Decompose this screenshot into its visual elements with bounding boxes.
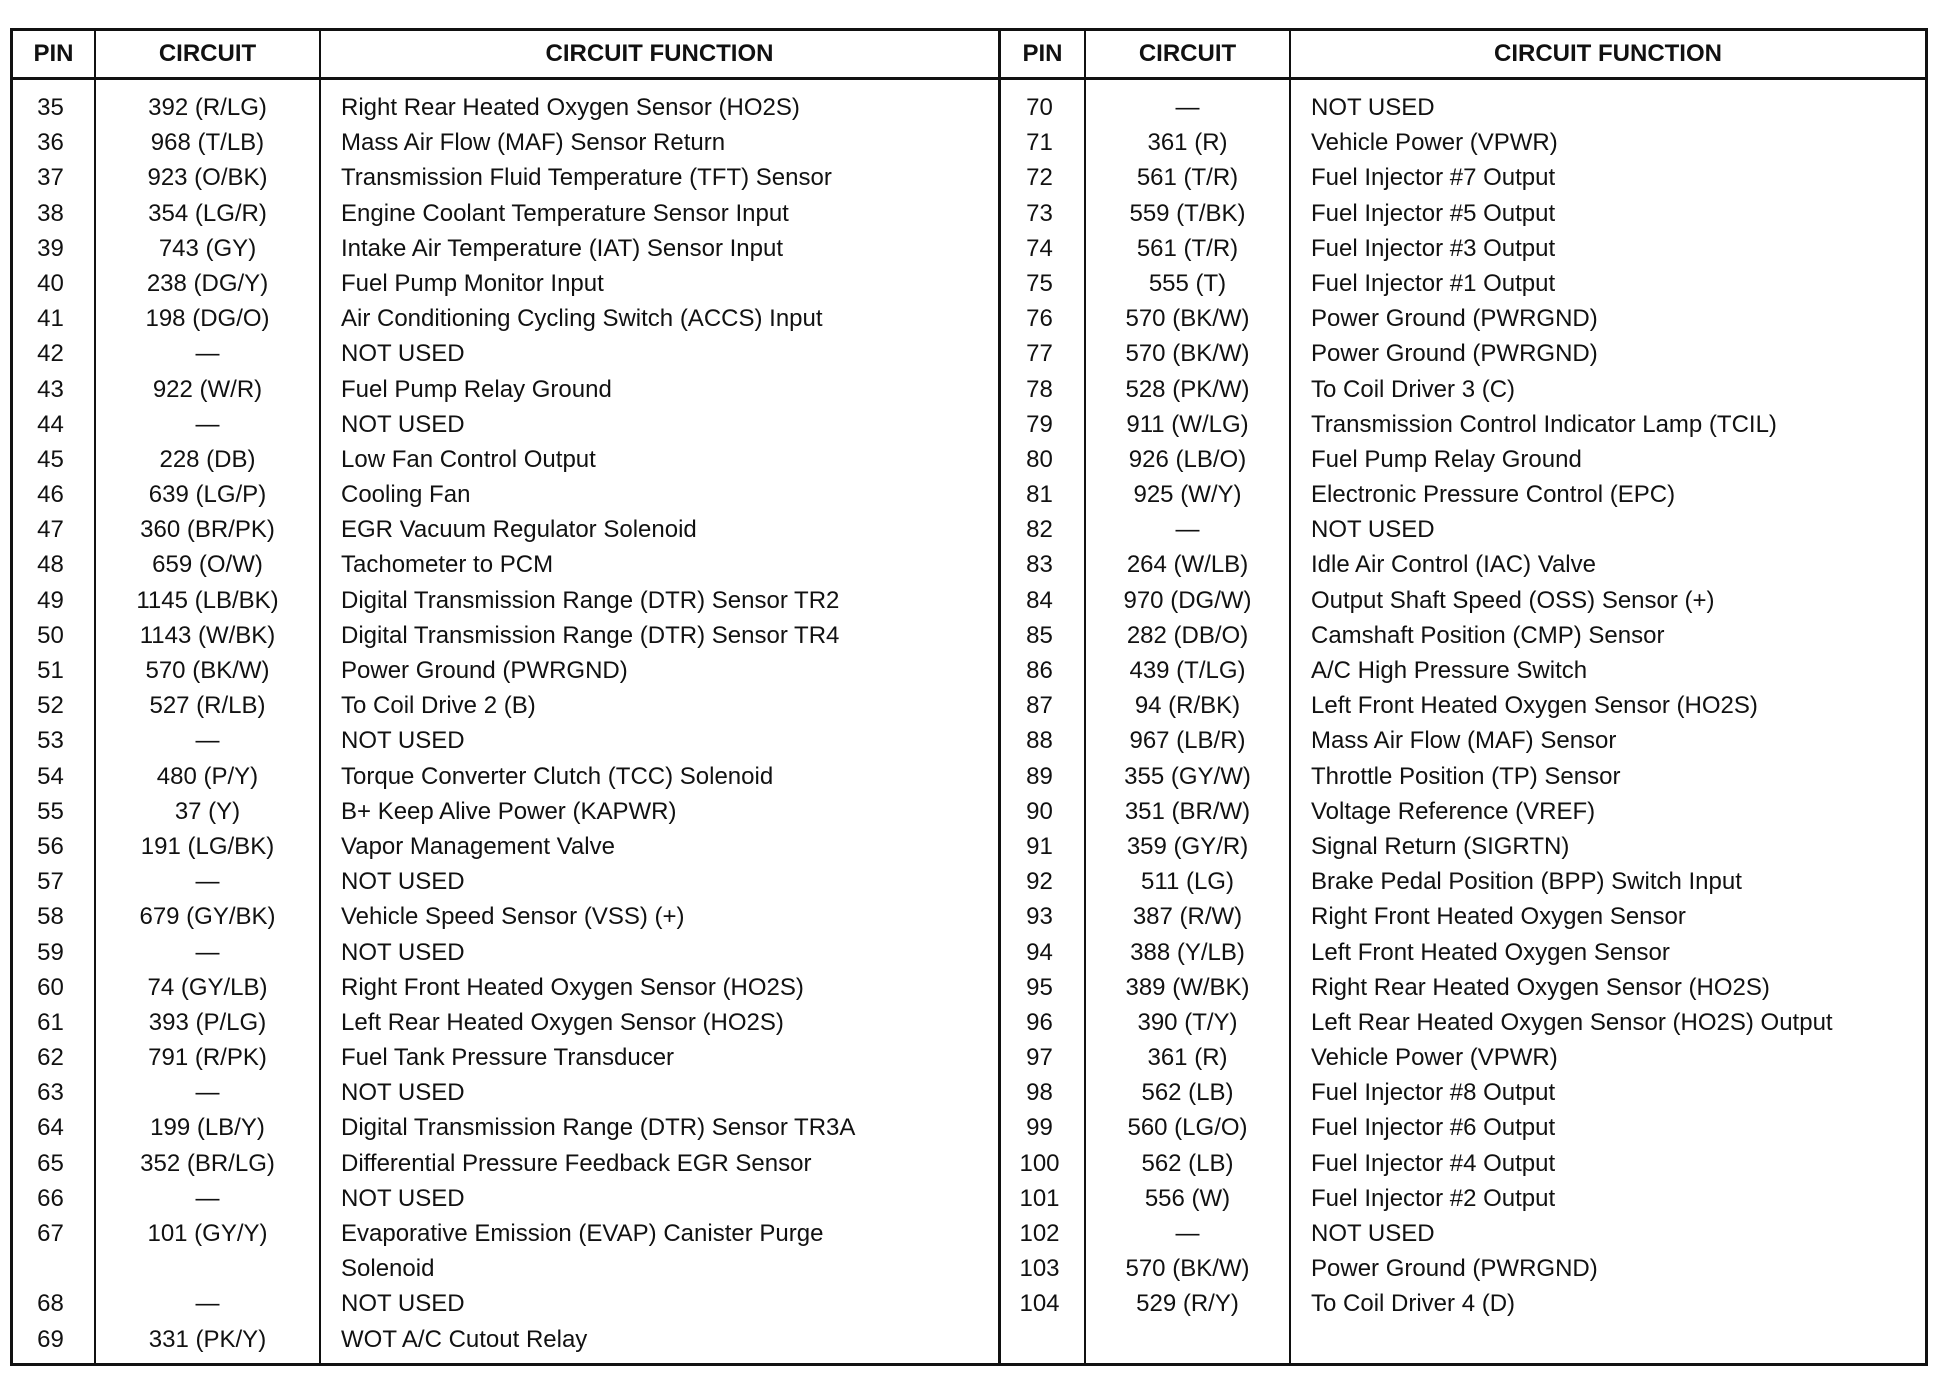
function-cell	[321, 301, 998, 336]
function-cell	[321, 794, 998, 829]
circuit-cell: 352 (BR/LG)	[140, 1149, 275, 1177]
function-cell	[1291, 829, 1925, 864]
function-text: NOT USED	[341, 410, 465, 438]
pin-cell: 53	[37, 727, 64, 755]
circuit-cell: —	[195, 1184, 220, 1212]
function-text: Voltage Reference (VREF)	[1311, 797, 1596, 825]
circuit-cell: 238 (DG/Y)	[146, 269, 269, 297]
function-text: Air Conditioning Cycling Switch (ACCS) Input	[341, 305, 823, 333]
pin-cell: 78	[1026, 375, 1053, 403]
circuit-cell: 198 (DG/O)	[145, 305, 270, 333]
pin-cell: 96	[1026, 1008, 1053, 1036]
function-cell	[321, 1040, 998, 1075]
pin-cell: 79	[1026, 410, 1053, 438]
function-cell	[1291, 231, 1925, 266]
function-text: NOT USED	[341, 938, 465, 966]
pin-cell: 42	[37, 340, 64, 368]
function-column-left	[321, 80, 998, 1363]
pin-cell: 73	[1026, 199, 1053, 227]
function-text: NOT USED	[1311, 516, 1435, 544]
circuit-cell: 480 (P/Y)	[156, 762, 259, 790]
function-text: Digital Transmission Range (DTR) Sensor TR2	[341, 586, 840, 614]
function-cell	[1291, 301, 1925, 336]
circuit-cell: 925 (W/Y)	[1133, 481, 1242, 509]
function-cell	[1291, 759, 1925, 794]
function-text: Idle Air Control (IAC) Valve	[1311, 551, 1596, 579]
circuit-cell: 562 (LB)	[1141, 1149, 1234, 1177]
function-cell	[321, 864, 998, 899]
function-text: NOT USED	[341, 868, 465, 896]
pin-cell: 99	[1026, 1114, 1053, 1142]
circuit-cell: 264 (W/LB)	[1126, 551, 1249, 579]
circuit-cell: 228 (DB)	[159, 445, 256, 473]
function-cell	[1291, 372, 1925, 407]
pin-cell: 85	[1026, 621, 1053, 649]
function-text: Mass Air Flow (MAF) Sensor Return	[341, 129, 726, 157]
function-text: NOT USED	[341, 727, 465, 755]
pin-cell: 40	[37, 269, 64, 297]
circuit-cell: 389 (W/BK)	[1125, 973, 1250, 1001]
pin-cell: 62	[37, 1044, 64, 1072]
circuit-cell: 94 (R/BK)	[1134, 692, 1241, 720]
function-cell	[1291, 1040, 1925, 1075]
pin-cell: 49	[37, 586, 64, 614]
function-text: Fuel Injector #2 Output	[1311, 1184, 1556, 1212]
pin-cell: 88	[1026, 727, 1053, 755]
pin-cell: 81	[1026, 481, 1053, 509]
function-text: Evaporative Emission (EVAP) Canister Purge	[341, 1220, 824, 1247]
function-cell	[1291, 1146, 1925, 1181]
circuit-column-right	[1086, 80, 1291, 1363]
function-cell	[321, 723, 998, 758]
pin-cell: 61	[37, 1008, 64, 1036]
function-text: Differential Pressure Feedback EGR Sensor	[341, 1149, 812, 1177]
function-text: Vehicle Speed Sensor (VSS) (+)	[341, 903, 685, 931]
function-text: Left Front Heated Oxygen Sensor (HO2S)	[1311, 692, 1758, 720]
function-text: Vehicle Power (VPWR)	[1311, 1044, 1558, 1072]
function-cell	[1291, 899, 1925, 934]
function-text: NOT USED	[341, 1184, 465, 1212]
pin-cell: 77	[1026, 340, 1053, 368]
pin-cell: 60	[37, 973, 64, 1001]
function-cell	[321, 1075, 998, 1110]
circuit-cell: 659 (O/W)	[152, 551, 263, 579]
function-text: Fuel Injector #5 Output	[1311, 199, 1556, 227]
function-cell	[1291, 1251, 1925, 1286]
function-cell	[321, 125, 998, 160]
function-text: WOT A/C Cutout Relay	[341, 1325, 588, 1353]
function-text: NOT USED	[341, 1290, 465, 1318]
function-text: To Coil Driver 4 (D)	[1311, 1290, 1516, 1318]
pin-cell: 100	[1019, 1149, 1060, 1177]
function-cell	[321, 829, 998, 864]
circuit-cell: 1145 (LB/BK)	[136, 586, 279, 614]
function-text: Transmission Control Indicator Lamp (TCIL)	[1311, 410, 1777, 438]
function-cell	[321, 583, 998, 618]
pin-cell: 104	[1019, 1290, 1060, 1318]
function-cell	[1291, 336, 1925, 371]
circuit-cell: —	[195, 340, 220, 368]
circuit-cell: 354 (LG/R)	[148, 199, 267, 227]
function-text: Left Rear Heated Oxygen Sensor (HO2S) Output	[1311, 1008, 1833, 1036]
pin-cell: 83	[1026, 551, 1053, 579]
function-text: Output Shaft Speed (OSS) Sensor (+)	[1311, 586, 1715, 614]
function-cell	[1291, 618, 1925, 653]
circuit-cell: 527 (R/LB)	[149, 692, 266, 720]
function-text: Left Front Heated Oxygen Sensor	[1311, 938, 1670, 966]
function-cell	[321, 196, 998, 231]
function-text: Fuel Injector #4 Output	[1311, 1149, 1556, 1177]
circuit-cell: 282 (DB/O)	[1126, 621, 1249, 649]
header-circuit-function: CIRCUIT FUNCTION	[545, 40, 774, 67]
function-text: Signal Return (SIGRTN)	[1311, 832, 1570, 860]
function-cell	[1291, 477, 1925, 512]
pin-cell: 71	[1026, 129, 1053, 157]
function-column-right	[1291, 80, 1925, 1363]
circuit-cell: 967 (LB/R)	[1129, 727, 1246, 755]
circuit-cell: 559 (T/BK)	[1129, 199, 1246, 227]
pin-cell: 86	[1026, 657, 1053, 684]
pin-cell: 97	[1026, 1044, 1053, 1072]
pin-cell: 94	[1026, 938, 1053, 966]
pin-cell: 59	[37, 938, 64, 966]
function-cell	[321, 899, 998, 934]
pin-cell: 82	[1026, 516, 1053, 544]
pin-cell: 72	[1026, 164, 1053, 192]
pin-cell: 55	[37, 797, 64, 825]
circuit-cell: 561 (T/R)	[1136, 234, 1239, 262]
header-pin: PIN	[1001, 31, 1086, 77]
function-cell	[321, 547, 998, 582]
function-text: Engine Coolant Temperature Sensor Input	[341, 199, 789, 227]
pin-cell: 58	[37, 903, 64, 931]
circuit-cell: —	[1175, 94, 1200, 121]
circuit-cell: —	[195, 727, 220, 755]
pin-cell: 93	[1026, 903, 1053, 931]
circuit-cell: —	[195, 868, 220, 896]
function-text: Left Rear Heated Oxygen Sensor (HO2S)	[341, 1008, 784, 1036]
pin-cell: 35	[37, 94, 64, 121]
pin-cell: 39	[37, 234, 64, 262]
function-text: Fuel Pump Relay Ground	[1311, 445, 1582, 473]
function-cell	[1291, 407, 1925, 442]
function-cell	[321, 1005, 998, 1040]
function-cell	[321, 970, 998, 1005]
function-text: Right Front Heated Oxygen Sensor (HO2S)	[341, 973, 804, 1001]
function-cell	[321, 160, 998, 195]
function-cell	[321, 618, 998, 653]
function-cell	[321, 231, 998, 266]
function-cell	[1291, 547, 1925, 582]
pin-cell: 46	[37, 481, 64, 509]
function-text: Power Ground (PWRGND)	[1311, 305, 1598, 333]
circuit-cell: 37 (Y)	[174, 797, 241, 825]
circuit-cell: 923 (O/BK)	[147, 164, 268, 192]
function-text: Vapor Management Valve	[341, 832, 615, 860]
function-text: Right Front Heated Oxygen Sensor	[1311, 903, 1686, 931]
pin-cell: 50	[37, 621, 64, 649]
function-cell	[1291, 90, 1925, 125]
circuit-cell: 439 (T/LG)	[1129, 657, 1246, 684]
circuit-cell: 528 (PK/W)	[1125, 375, 1250, 403]
pin-cell: 64	[37, 1114, 64, 1142]
circuit-cell: 639 (LG/P)	[148, 481, 267, 509]
function-cell	[321, 1110, 998, 1145]
circuit-cell: 562 (LB)	[1141, 1079, 1234, 1107]
header-circuit: CIRCUIT	[96, 31, 321, 77]
circuit-cell: —	[1175, 516, 1200, 544]
pin-cell: 36	[37, 129, 64, 157]
function-text: Power Ground (PWRGND)	[341, 657, 628, 684]
function-cell	[1291, 935, 1925, 970]
function-text: Fuel Injector #3 Output	[1311, 234, 1556, 262]
function-cell	[321, 372, 998, 407]
function-cell	[321, 336, 998, 371]
function-text-continued: Solenoid	[341, 1255, 435, 1283]
function-cell	[1291, 1005, 1925, 1040]
function-cell	[321, 1322, 998, 1357]
function-cell	[1291, 653, 1925, 688]
function-text: Electronic Pressure Control (EPC)	[1311, 481, 1676, 509]
function-cell	[1291, 1181, 1925, 1216]
circuit-cell: 570 (BK/W)	[1125, 305, 1250, 333]
function-cell	[1291, 970, 1925, 1005]
function-cell	[1291, 864, 1925, 899]
function-text: Fuel Injector #6 Output	[1311, 1114, 1556, 1142]
pin-cell: 43	[37, 375, 64, 403]
circuit-cell: 1143 (W/BK)	[139, 621, 276, 649]
table-header-left	[13, 31, 998, 80]
function-cell	[1291, 442, 1925, 477]
circuit-cell: 922 (W/R)	[152, 375, 263, 403]
function-cell	[321, 1216, 998, 1286]
pin-cell: 87	[1026, 692, 1053, 720]
circuit-cell: —	[195, 1079, 220, 1107]
function-text: Digital Transmission Range (DTR) Sensor TR3A	[341, 1114, 856, 1142]
circuit-cell: 743 (GY)	[158, 234, 257, 262]
function-cell	[321, 477, 998, 512]
function-text: NOT USED	[1311, 1220, 1435, 1247]
function-cell	[1291, 723, 1925, 758]
pin-cell: 76	[1026, 305, 1053, 333]
circuit-cell: 511 (LG)	[1141, 868, 1234, 896]
function-cell	[1291, 160, 1925, 195]
header-circuit-function: CIRCUIT FUNCTION	[1494, 40, 1722, 67]
pin-cell: 92	[1026, 868, 1053, 896]
function-cell	[1291, 688, 1925, 723]
circuit-cell: 911 (W/LG)	[1126, 410, 1249, 438]
function-cell	[1291, 125, 1925, 160]
circuit-cell: 968 (T/LB)	[150, 129, 265, 157]
circuit-cell: —	[1175, 1220, 1200, 1247]
function-text: NOT USED	[341, 1079, 465, 1107]
pin-cell: 47	[37, 516, 64, 544]
function-text: Transmission Fluid Temperature (TFT) Sensor	[341, 164, 832, 192]
function-text: Camshaft Position (CMP) Sensor	[1311, 621, 1665, 649]
pin-cell: 75	[1026, 269, 1053, 297]
function-text: Power Ground (PWRGND)	[1311, 340, 1598, 368]
pin-cell: 44	[37, 410, 64, 438]
circuit-cell: 570 (BK/W)	[1125, 340, 1250, 368]
pin-cell: 48	[37, 551, 64, 579]
pinout-table	[10, 28, 1928, 1366]
function-text: NOT USED	[1311, 94, 1435, 121]
function-text: Brake Pedal Position (BPP) Switch Input	[1311, 868, 1742, 896]
function-text: Cooling Fan	[341, 481, 471, 509]
function-text: A/C High Pressure Switch	[1311, 657, 1588, 684]
function-text: Mass Air Flow (MAF) Sensor	[1311, 727, 1617, 755]
function-cell	[321, 90, 998, 125]
function-text: Right Rear Heated Oxygen Sensor (HO2S)	[1311, 973, 1770, 1001]
circuit-cell: 970 (DG/W)	[1123, 586, 1252, 614]
circuit-cell: 570 (BK/W)	[1125, 1255, 1250, 1283]
function-text: NOT USED	[341, 340, 465, 368]
function-text: To Coil Drive 2 (B)	[341, 692, 536, 720]
pin-cell: 84	[1026, 586, 1053, 614]
pin-cell: 38	[37, 199, 64, 227]
function-cell	[321, 759, 998, 794]
pin-cell: 63	[37, 1079, 64, 1107]
circuit-cell: 351 (BR/W)	[1124, 797, 1251, 825]
pin-cell: 45	[37, 445, 64, 473]
function-cell	[1291, 1216, 1925, 1251]
circuit-cell: 355 (GY/W)	[1124, 762, 1251, 790]
function-text: Throttle Position (TP) Sensor	[1311, 762, 1621, 790]
function-cell	[321, 512, 998, 547]
function-text: Fuel Injector #7 Output	[1311, 164, 1556, 192]
function-cell	[321, 266, 998, 301]
circuit-cell: 555 (T)	[1148, 269, 1227, 297]
circuit-cell: —	[195, 1290, 220, 1318]
function-cell	[321, 1146, 998, 1181]
circuit-column-left	[96, 80, 321, 1363]
pin-cell: 51	[37, 657, 64, 684]
header-circuit: CIRCUIT	[1086, 31, 1291, 77]
function-cell	[321, 1181, 998, 1216]
circuit-cell: 191 (LG/BK)	[140, 832, 275, 860]
function-cell	[321, 407, 998, 442]
circuit-cell: 791 (R/PK)	[148, 1044, 267, 1072]
circuit-cell: 74 (GY/LB)	[147, 973, 268, 1001]
circuit-cell: 388 (Y/LB)	[1130, 938, 1245, 966]
circuit-cell: 529 (R/Y)	[1136, 1290, 1239, 1318]
circuit-cell: 199 (LB/Y)	[150, 1114, 265, 1142]
circuit-cell: 331 (PK/Y)	[148, 1325, 267, 1353]
circuit-cell: 359 (GY/R)	[1126, 832, 1249, 860]
function-cell	[321, 442, 998, 477]
function-text: Fuel Tank Pressure Transducer	[341, 1044, 675, 1072]
circuit-cell: —	[195, 410, 220, 438]
pin-cell: 57	[37, 868, 64, 896]
circuit-cell: 361 (R)	[1147, 1044, 1228, 1072]
circuit-cell: —	[195, 938, 220, 966]
function-text: Low Fan Control Output	[341, 445, 596, 473]
circuit-cell: 679 (GY/BK)	[139, 903, 276, 931]
pin-cell: 70	[1026, 94, 1053, 121]
function-text: Intake Air Temperature (IAT) Sensor Input	[341, 234, 783, 262]
function-text: B+ Keep Alive Power (KAPWR)	[341, 797, 677, 825]
table-header-right	[1001, 31, 1925, 80]
function-cell	[321, 688, 998, 723]
pin-cell: 67	[37, 1220, 64, 1247]
pin-cell: 69	[37, 1325, 64, 1353]
pin-cell: 98	[1026, 1079, 1053, 1107]
function-cell	[1291, 266, 1925, 301]
circuit-cell: 360 (BR/PK)	[140, 516, 275, 544]
function-text: Vehicle Power (VPWR)	[1311, 129, 1558, 157]
function-cell	[1291, 1110, 1925, 1145]
circuit-cell: 561 (T/R)	[1136, 164, 1239, 192]
pin-cell: 101	[1019, 1184, 1060, 1212]
circuit-cell: 926 (LB/O)	[1128, 445, 1247, 473]
circuit-cell: 361 (R)	[1147, 129, 1228, 157]
pin-cell: 41	[37, 305, 64, 333]
pin-column-left	[13, 80, 96, 1363]
function-cell	[321, 935, 998, 970]
pin-cell: 102	[1019, 1220, 1060, 1247]
function-cell	[1291, 196, 1925, 231]
function-text: Fuel Pump Relay Ground	[341, 375, 612, 403]
function-text: Fuel Pump Monitor Input	[341, 269, 604, 297]
function-text: To Coil Driver 3 (C)	[1311, 375, 1516, 403]
pin-cell: 80	[1026, 445, 1053, 473]
pin-cell: 37	[37, 164, 64, 192]
circuit-cell: 556 (W)	[1144, 1184, 1231, 1212]
function-cell	[1291, 512, 1925, 547]
pinout-table-right	[1001, 31, 1925, 1363]
function-cell	[321, 1286, 998, 1321]
function-text: Right Rear Heated Oxygen Sensor (HO2S)	[341, 94, 800, 121]
pinout-table-left	[13, 31, 1001, 1363]
function-text: Digital Transmission Range (DTR) Sensor TR4	[341, 621, 840, 649]
function-text: Torque Converter Clutch (TCC) Solenoid	[341, 762, 774, 790]
pin-cell: 89	[1026, 762, 1053, 790]
pin-cell: 65	[37, 1149, 64, 1177]
function-cell	[1291, 1075, 1925, 1110]
circuit-cell: 392 (R/LG)	[148, 94, 267, 121]
function-text: Fuel Injector #1 Output	[1311, 269, 1556, 297]
pin-column-right	[1001, 80, 1086, 1363]
function-text: Tachometer to PCM	[341, 551, 554, 579]
pin-cell: 91	[1026, 832, 1053, 860]
pin-cell: 56	[37, 832, 64, 860]
circuit-cell: 570 (BK/W)	[145, 657, 270, 684]
function-cell	[1291, 794, 1925, 829]
function-text: Power Ground (PWRGND)	[1311, 1255, 1598, 1283]
function-cell	[1291, 1286, 1925, 1321]
header-pin: PIN	[13, 31, 96, 77]
circuit-cell: 390 (T/Y)	[1137, 1008, 1238, 1036]
function-text: EGR Vacuum Regulator Solenoid	[341, 516, 697, 544]
pin-cell: 95	[1026, 973, 1053, 1001]
pin-cell: 52	[37, 692, 64, 720]
circuit-cell: 387 (R/W)	[1132, 903, 1243, 931]
pin-cell: 68	[37, 1290, 64, 1318]
circuit-cell: 393 (P/LG)	[148, 1008, 267, 1036]
circuit-cell: 101 (GY/Y)	[147, 1220, 268, 1247]
pin-cell: 66	[37, 1184, 64, 1212]
function-cell	[1291, 583, 1925, 618]
function-cell	[321, 653, 998, 688]
pin-cell: 74	[1026, 234, 1053, 262]
pin-cell: 90	[1026, 797, 1053, 825]
circuit-cell: 560 (LG/O)	[1127, 1114, 1248, 1142]
pin-cell: 54	[37, 762, 64, 790]
function-text: Fuel Injector #8 Output	[1311, 1079, 1556, 1107]
pin-cell: 103	[1019, 1255, 1060, 1283]
